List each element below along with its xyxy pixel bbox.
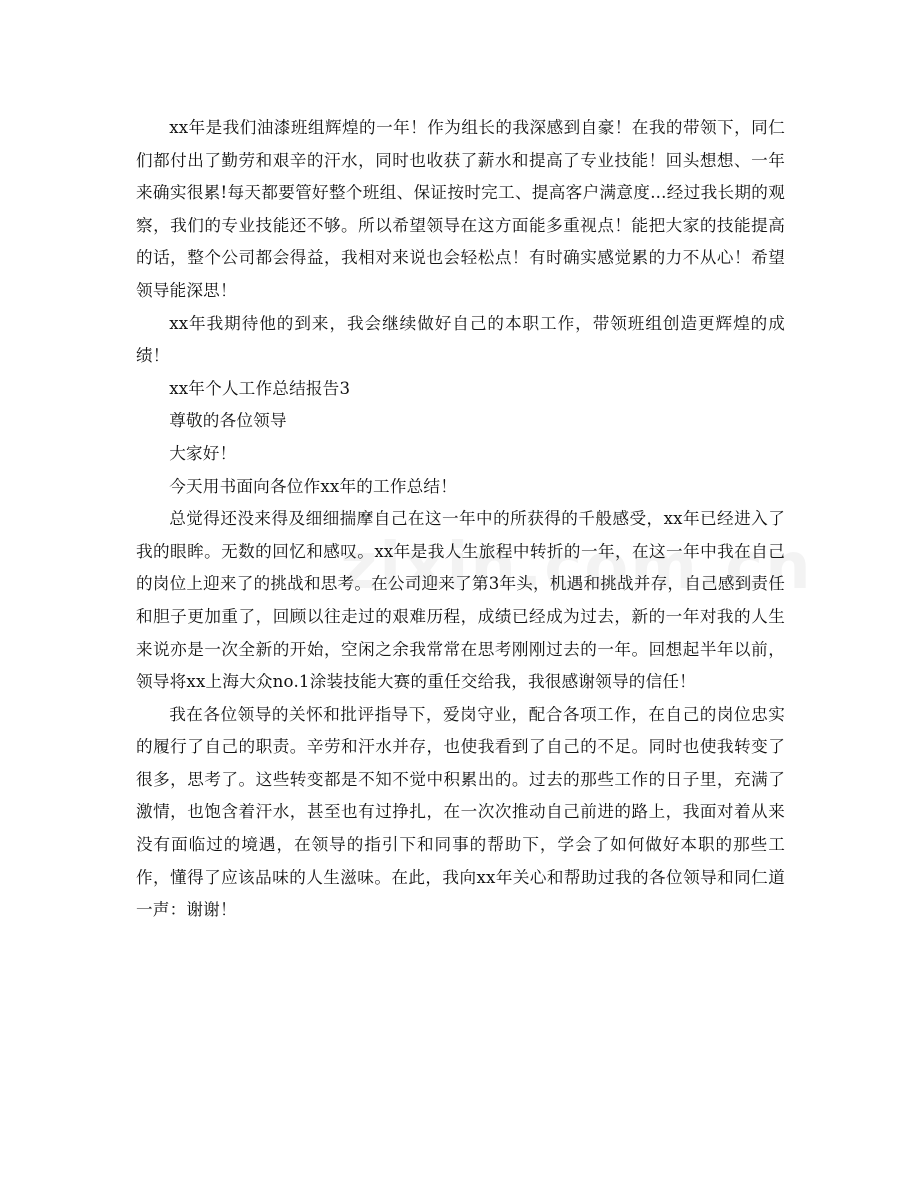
paragraph-reflection: 总觉得还没来得及细细揣摩自己在这一年中的所获得的千般感受，xx年已经进入了我的眼眸。无数的回忆和感叹。xx年是我人生旅程中转折的一年，在这一年中我在自己的岗位上迎来了的挑战和思考。在公司迎来了第3年头，机遇和挑战并存，自己感到责任和胆子更加重了，回顾以往走过的艰难历程，成绩已经成为过去，新的一年对我的人生来说亦是一次全新的开始，空闲之余我常常在思考刚刚过去的一年。回想起半年以前，领导将xx上海大众no.1涂装技能大赛的重任交给我，我很感谢领导的信任！ <box>136 509 785 692</box>
paragraph-summary-intro: xx年是我们油漆班组辉煌的一年！作为组长的我深感到自豪！在我的带领下，同仁们都付出了勤劳和艰辛的汗水，同时也收获了薪水和提高了专业技能！回头想想、一年来确实很累!每天都要管好整个班组、保证按时完工、提高客户满意度...经过我长期的观察，我们的专业技能还不够。所以希望领导在这方面能多重视点！能把大家的技能提高的话，整个公司都会得益，我相对来说也会轻松点！有时确实感觉累的力不从心！希望领导能深思！ <box>136 118 785 300</box>
salutation: 尊敬的各位领导 <box>169 411 287 431</box>
greeting: 大家好！ <box>169 443 237 463</box>
document-body <box>136 112 785 927</box>
paragraph-expectation: xx年我期待他的到来，我会继续做好自己的本职工作，带领班组创造更辉煌的成绩！ <box>136 313 785 366</box>
paragraph-thanks: 我在各位领导的关怀和批评指导下，爱岗守业，配合各项工作，在自己的岗位忠实的履行了自己的职责。辛劳和汗水并存，也使我看到了自己的不足。同时也使我转变了很多，思考了。这些转变都是不知不觉中积累出的。过去的那些工作的日子里，充满了激情，也饱含着汗水，甚至也有过挣扎，在一次次推动自己前进的路上，我面对着从来没有面临过的境遇，在领导的指引下和同事的帮助下，学会了如何做好本职的那些工作，懂得了应该品味的人生滋味。在此，我向xx年关心和帮助过我的各位领导和同仁道一声：谢谢！ <box>136 704 785 920</box>
report-heading: xx年个人工作总结报告3 <box>169 378 351 398</box>
paragraph-opening: 今天用书面向各位作xx年的工作总结！ <box>169 476 458 496</box>
